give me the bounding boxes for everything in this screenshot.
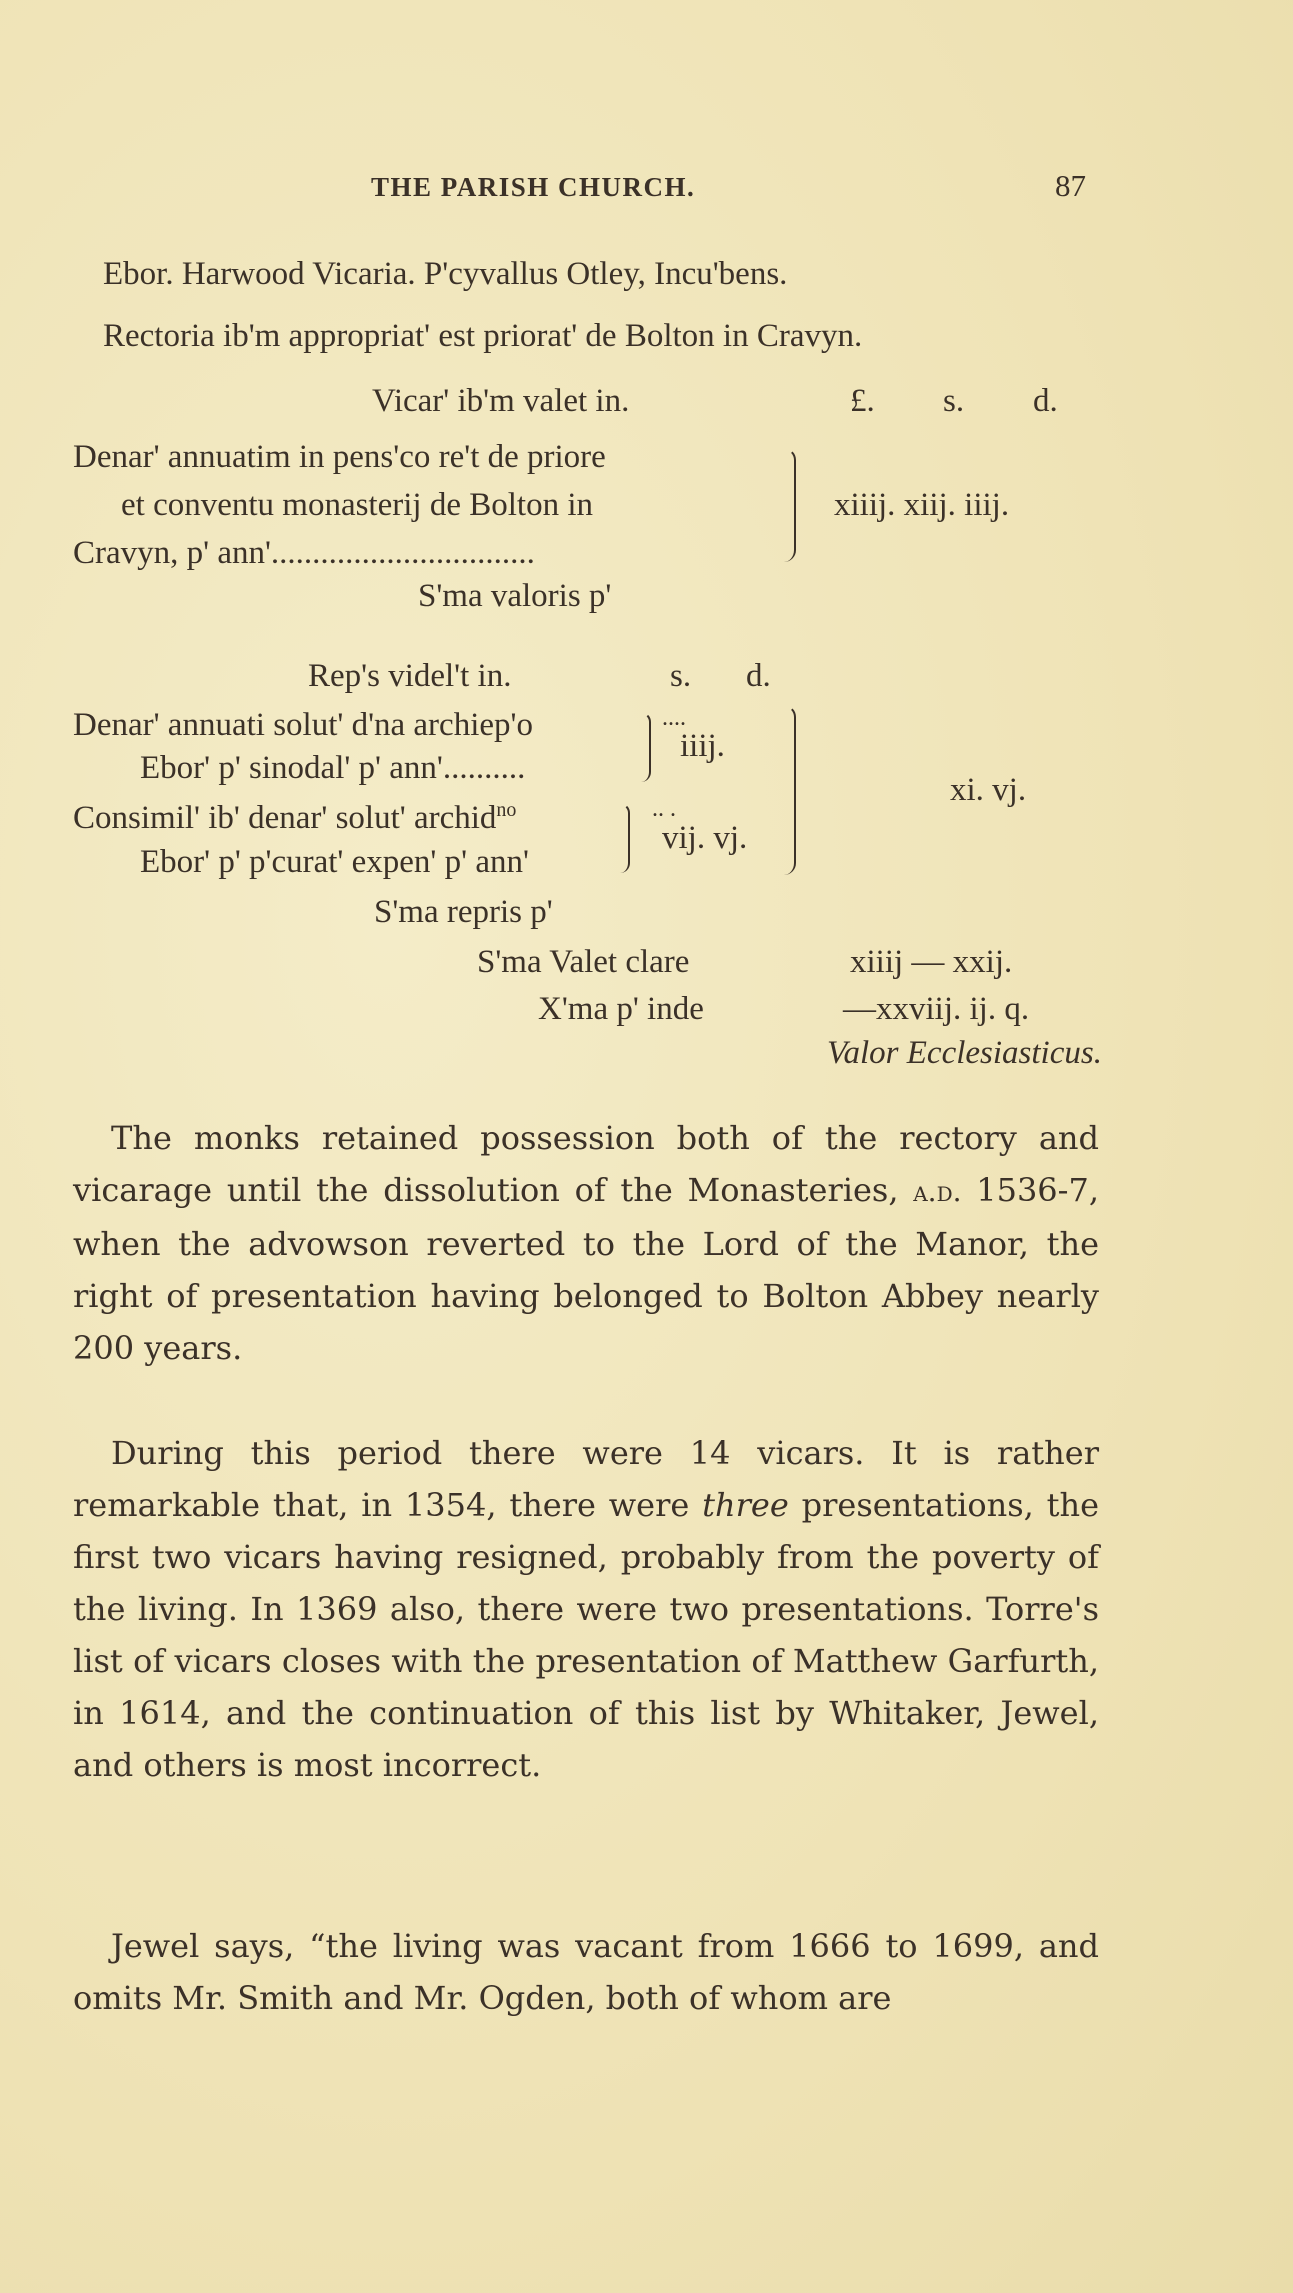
paragraph-dissolution [73,1112,1099,1374]
xma-value: —xxviij. ij. q. [843,991,1030,1027]
reprise-1-value: iiij. [680,728,725,764]
paragraph-vicars [73,1427,1099,1791]
denar-line-1: Denar' annuatim in pens'co re't de priore [73,439,606,475]
running-header-title: THE PARISH CHURCH. [371,172,696,202]
pence-header: d. [1033,383,1058,419]
reprise-line-2a-text: Consimil' ib' denar' solut' archid [73,800,497,836]
denar-brace [784,448,796,562]
denar-value: xiiij. xiij. iiij. [834,487,1010,523]
denar-line-3: Cravyn, p' ann'................................ [73,535,535,571]
reprise-2-value: vij. vj. [662,820,748,856]
xma-label: X'ma p' inde [538,991,704,1027]
p2-three: three [702,1486,789,1524]
reprise-1-dots: .... [662,705,686,731]
source-citation: Valor Ecclesiasticus. [827,1035,1102,1071]
summa-repris: S'ma repris p' [374,894,553,930]
reprise-line-1a: Denar' annuati solut' d'na archiep'o [73,707,533,743]
page-number: 87 [1055,168,1086,203]
reprises-total: xi. vj. [950,772,1027,808]
denar-line-2: et conventu monasterij de Bolton in [121,487,593,523]
pounds-header: £. [850,383,875,419]
paragraph-jewel: Jewel says, “the living was vacant from 1666 to 1699, and omits Mr. Smith and Mr. Ogden, both of whom are [73,1927,1099,2017]
p1-text-b: 1536-7, when the advowson reverted to the Lord of the Manor, the right of presentation having belonged to Bolton Abbey nearly 200 years. [73,1171,1100,1367]
reprise-line-2a [73,800,516,835]
summa-valet-label: S'ma Valet clare [477,944,690,980]
reprise-2-brace [620,803,630,873]
p1-ad: a.d. [913,1175,962,1208]
reprise-line-1b: Ebor' p' sinodal' p' ann'.......... [140,750,526,786]
shillings-header: s. [943,383,965,419]
reprises-shillings-header: s. [670,658,692,694]
reprise-line-2b: Ebor' p' p'curat' expen' p' ann' [140,844,529,880]
p1-text-a: The monks retained possession both of the rectory and vicarage until the dissolution of the Monasteries, [73,1119,1099,1209]
record-line-1: Ebor. Harwood Vicaria. P'cyvallus Otley, Incu'bens. [103,256,788,292]
archid-superscript: no [496,799,517,821]
reprises-heading: Rep's videl't in. [308,658,512,694]
summa-valoris: S'ma valoris p' [418,578,612,614]
vicar-heading: Vicar' ib'm valet in. [372,383,630,419]
record-line-2: Rectoria ib'm appropriat' est priorat' de Bolton in Cravyn. [103,318,863,354]
summa-valet-value: xiiij — xxij. [850,944,1013,980]
p2-text-b: presentations, the first two vicars having resigned, probably from the poverty of the living. In 1369 also, there were two presentations. Torre's list of vicars closes with the presentation of Matthew Garfurth, in 1614, and the continuation of this list by Whitaker, Jewel, and others is most incorrect. [73,1486,1100,1784]
reprise-1-brace [641,712,651,782]
reprises-total-brace [784,705,796,875]
p2-text-a: During this period there were 14 vicars. It is rather remarkable that, in 1354, there were [73,1434,1099,1524]
reprise-2-dots: .. . [652,796,676,822]
reprises-pence-header: d. [746,658,771,694]
